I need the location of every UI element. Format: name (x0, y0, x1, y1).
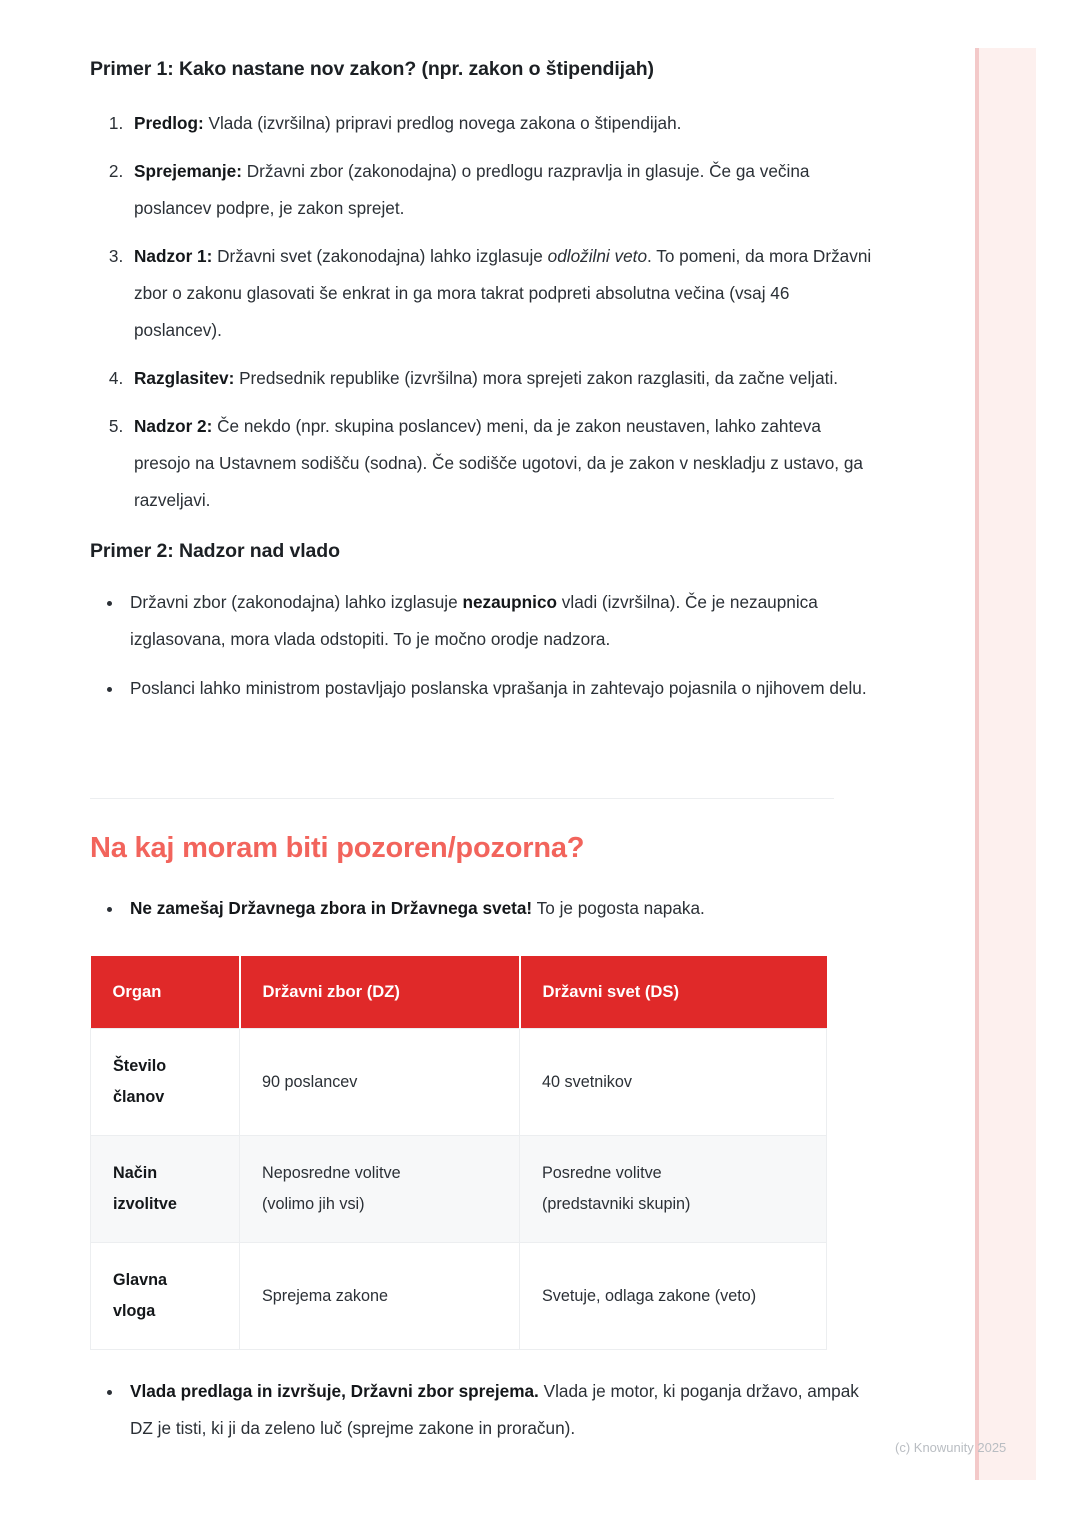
bullet-pre: Poslanci lahko ministrom postavljajo poslanska vprašanja in zahtevajo pojasnila o njihovem delu. (130, 678, 867, 698)
step-body: Državni zbor (zakonodajna) o predlogu razpravlja in glasuje. Če ga večina poslancev podpre, je zakon sprejet. (134, 161, 810, 218)
table-cell-dz (240, 1136, 520, 1243)
bullet-bold: nezaupnico (462, 592, 558, 612)
table-row-label (91, 1029, 240, 1136)
step-lead: Razglasitev: (134, 368, 235, 388)
table-cell-ds (520, 1029, 827, 1136)
table-cell-dz (240, 1029, 520, 1136)
primer2-bullet-list (90, 584, 869, 719)
section-divider (90, 798, 834, 799)
cell-line-2: (volimo jih vsi) (262, 1195, 365, 1213)
step-body: Če nekdo (npr. skupina poslancev) meni, da je zakon neustaven, lahko zahteva presojo na Ustavnem sodišču (sodna). Če sodišče ugotovi, da je zakon v neskladju z ustavo, ga razveljavi. (134, 416, 863, 510)
right-accent-stripe (975, 48, 1036, 1480)
table-row-label (91, 1243, 240, 1350)
list-item (128, 360, 873, 397)
table-row (91, 1136, 827, 1243)
copyright-watermark: (c) Knowunity 2025 (895, 1440, 1007, 1455)
step-lead: Sprejemanje: (134, 161, 242, 181)
label-line-2: vloga (113, 1302, 156, 1320)
bullet-rest: To je pogosta napaka. (532, 898, 705, 918)
list-item (128, 153, 873, 227)
list-item (128, 238, 873, 349)
table-cell-ds (520, 1243, 827, 1350)
label-line-1: Glavna (113, 1271, 167, 1289)
cell-line-1: 90 poslancev (262, 1072, 358, 1091)
cell-line-1: Neposredne volitve (262, 1164, 401, 1182)
table-row (91, 1029, 827, 1136)
label-line-2: izvolitve (113, 1195, 177, 1213)
table-header-cell-dz: Državni zbor (DZ) (240, 956, 520, 1029)
right-accent-stripe-edge (975, 48, 979, 1480)
table-cell-dz (240, 1243, 520, 1350)
cell-line-1: 40 svetnikov (542, 1072, 632, 1091)
bullet-pre: Državni zbor (zakonodajna) lahko izglasuje (130, 592, 463, 612)
cell-line-1: Svetuje, odlaga zakone (veto) (542, 1286, 757, 1305)
list-item (124, 584, 869, 658)
table-row (91, 1243, 827, 1350)
step-lead: Nadzor 1: (134, 246, 213, 266)
bullet-bold: Vlada predlaga in izvršuje, Državni zbor sprejema. (130, 1381, 539, 1401)
list-item (124, 1373, 869, 1447)
step-lead: Predlog: (134, 113, 204, 133)
bullet-bold: Ne zamešaj Državnega zbora in Državnega sveta! (130, 898, 533, 918)
list-item (124, 670, 869, 707)
list-item (124, 890, 869, 927)
cell-line-1: Sprejema zakone (262, 1286, 388, 1305)
final-bullet-list (90, 1373, 869, 1459)
step-body: Predsednik republike (izvršilna) mora sprejeti zakon razglasiti, da začne veljati. (234, 368, 839, 388)
primer1-heading: Primer 1: Kako nastane nov zakon? (npr. zakon o štipendijah) (90, 58, 654, 80)
step-body-cont: . To pomeni, da mora Državni zbor o zakonu glasovati še enkrat in ga mora takrat podpreti absolutna večina (vsaj 46 poslancev). (134, 246, 872, 340)
label-line-1: Način (113, 1164, 158, 1182)
pozor-bullet-list (90, 890, 869, 939)
list-item (128, 105, 873, 142)
primer1-step-list (90, 105, 873, 530)
table-header-row (91, 956, 827, 1029)
step-lead: Nadzor 2: (134, 416, 213, 436)
step-body: Državni svet (zakonodajna) lahko izglasuje (212, 246, 548, 266)
step-body: Vlada (izvršilna) pripravi predlog novega zakona o štipendijah. (203, 113, 682, 133)
table-header-cell-ds: Državni svet (DS) (520, 956, 827, 1029)
label-line-1: Število (113, 1057, 167, 1075)
pozor-heading: Na kaj moram biti pozoren/pozorna? (90, 832, 585, 864)
list-item (128, 408, 873, 519)
cell-line-1: Posredne volitve (542, 1164, 662, 1182)
table-header-cell-organ: Organ (91, 956, 240, 1029)
primer2-heading: Primer 2: Nadzor nad vlado (90, 540, 340, 562)
step-italic-term: odložilni veto (547, 246, 648, 266)
table-cell-ds (520, 1136, 827, 1243)
cell-line-2: (predstavniki skupin) (542, 1195, 691, 1213)
label-line-2: članov (113, 1088, 165, 1106)
table-row-label (91, 1136, 240, 1243)
comparison-table (90, 956, 827, 1350)
bullet-post: vladi (izvršilna). Če je nezaupnica izglasovana, mora vlada odstopiti. To je močno orodje nadzora. (130, 592, 818, 649)
bullet-rest: Vlada je motor, ki poganja državo, ampak DZ je tisti, ki ji da zeleno luč (sprejme zakone in proračun). (130, 1381, 859, 1438)
